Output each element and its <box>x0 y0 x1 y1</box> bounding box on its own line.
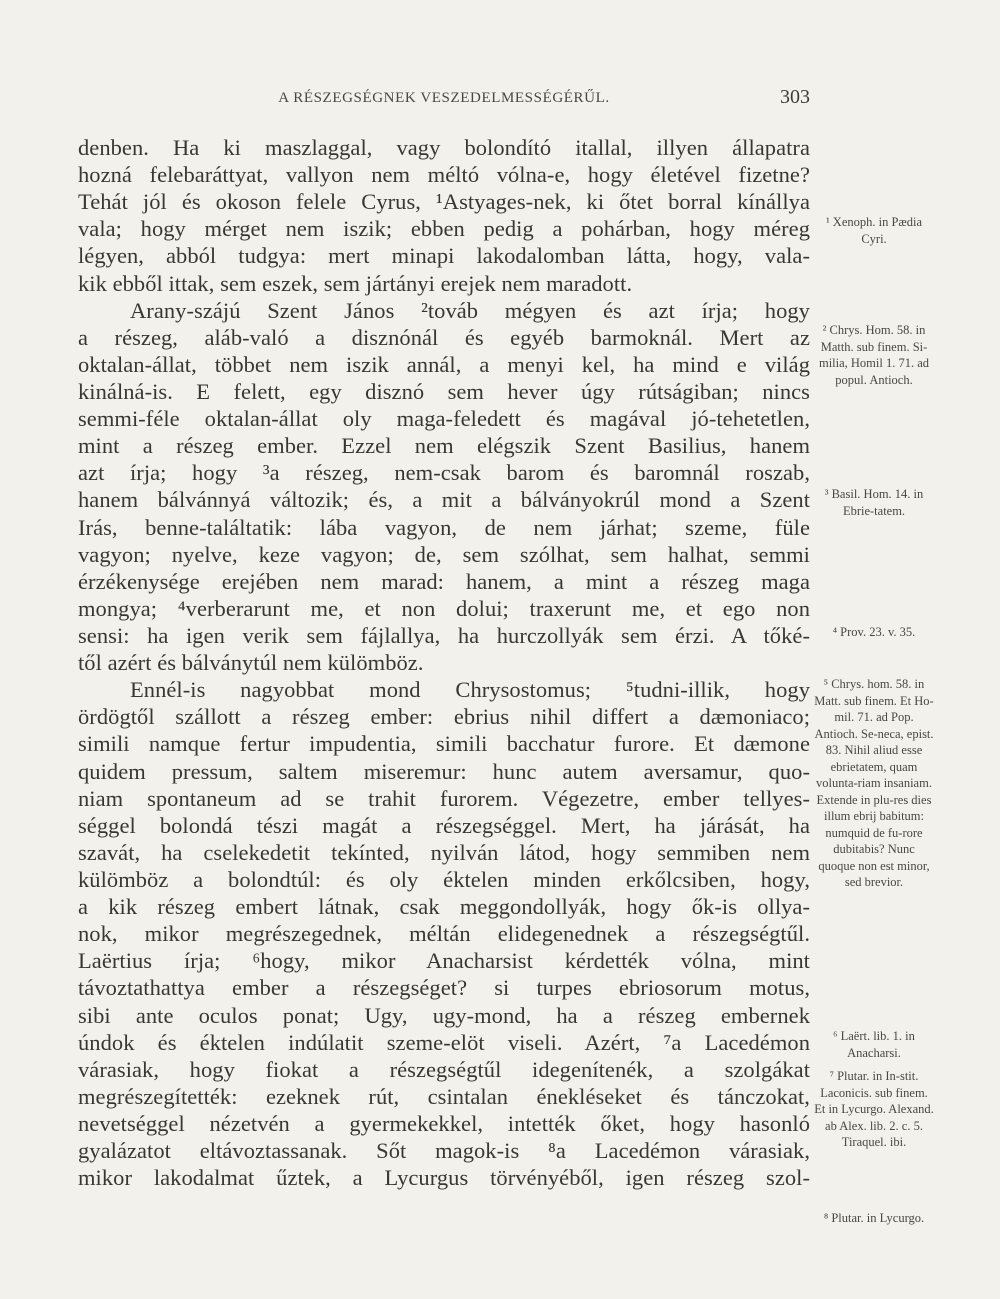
text-line: mikor lakodalmat űztek, a Lycurgus törvényéből, igen részeg szol- <box>78 1165 810 1191</box>
text-line: vagyon; nyelve, keze vagyon; de, sem szólhat, sem halhat, semmi <box>78 541 810 567</box>
text-line: Laërtius írja; ⁶hogy, mikor Anacharsist kérdették vólna, mint <box>78 948 810 974</box>
margin-note: ⁴ Prov. 23. v. 35. <box>832 625 916 639</box>
margin-note: ⁶ Laërt. lib. 1. in Anacharsi. <box>833 1029 915 1060</box>
text-line: megrészegítették: ezeknek rút, csintalan énekléseket és tánczokat, <box>78 1083 810 1109</box>
page-header <box>78 86 810 116</box>
main-text-column <box>78 134 810 1191</box>
margin-note: ⁸ Plutar. in Lycurgo. <box>823 1211 925 1225</box>
text-line: mongya; ⁴verberarunt me, et non dolui; traxerunt me, et ego non <box>78 595 810 621</box>
text-line: a kik részeg embert látnak, csak meggondollyák, hogy ők-is ollya- <box>78 894 810 920</box>
text-line: denben. Ha ki maszlaggal, vagy bolondító itallal, illyen állapatra <box>78 135 810 160</box>
text-line: semmi-féle oktalan-állat oly maga-feledett és magával jó-tehetetlen, <box>78 406 810 432</box>
text-line: hozná felebaráttyat, vallyon nem méltó vólna-e, hogy életével fizetne? <box>78 162 810 188</box>
text-line: Irás, benne-találtatik: lába vagyon, de nem járhat; szeme, füle <box>78 514 810 540</box>
text-line: nevetséggel nézetvén a gyermekekkel, intették őket, hogy hasonló <box>78 1110 810 1136</box>
text-line: várasiak, hogy fiokat a részegségtűl idegenítenék, a szolgákat <box>78 1056 810 1082</box>
text-line: ördögtől szállott a részeg ember: ebrius nihil differt a dæmoniaco; <box>78 704 810 730</box>
text-line: távoztathattya ember a részegséget? si turpes ebriosorum motus, <box>78 975 810 1001</box>
text-line: hanem bálvánnyá változik; és, a mit a bálványokrúl mond a Szent <box>78 487 810 513</box>
text-line: kinálná-is. E felett, egy disznó sem hever úgy rútságiban; nincs <box>78 378 810 404</box>
text-line: niam spontaneum ad se trahit furorem. Végezetre, ember tellyes- <box>78 785 810 811</box>
text-line: a részeg, aláb-való a disznónál és egyéb barmoknál. Mert az <box>78 324 810 350</box>
text-line: sensi: ha igen verik sem fájlallya, ha hurczollyák sem érzi. A tőké- <box>78 622 810 648</box>
margin-notes <box>814 0 934 1299</box>
text-line: quidem pressum, saltem miseremur: hunc autem aversamur, quo- <box>78 758 810 784</box>
text-line: érzékenysége erejében nem marad: hanem, a mint a részeg maga <box>78 568 810 594</box>
text-line: külömböz a bolondtúl: és oly éktelen minden erkőlcsiben, hogy, <box>78 866 810 892</box>
margin-note: ⁵ Chrys. hom. 58. in Matt. sub finem. Et Ho-mil. 71. ad Pop. Antioch. Se-neca, epist. 83. Nihil aliud esse ebrietatem, quam volunta-riam insaniam. Extende in plu-res dies illum ebrij babitum: numquid de fu-rore dubitabis? Nunc quoque non est minor, sed brevior. <box>814 677 934 889</box>
text-line: Tehát jól és okoson felele Cyrus, ¹Astyages-nek, ki őtet borral kínállya <box>78 189 810 215</box>
margin-note: ¹ Xenoph. in Pædia Cyri. <box>825 215 923 246</box>
text-line: séggel bolondá tészi magát a részegséggel. Mert, ha járását, ha <box>78 812 810 838</box>
text-line: simili namque fertur impudentia, simili bacchatur furore. Et dæmone <box>78 731 810 757</box>
margin-note: ⁷ Plutar. in In-stit. Laconicis. sub finem. Et in Lycurgo. Alexand. ab Alex. lib. 2. c. 5. Tiraquel. ibi. <box>814 1069 934 1149</box>
text-line: légyen, abból tudgya: mert minapi lakodalomban látta, hogy, vala- <box>78 243 810 269</box>
text-line: gyalázatot eltávoztassanak. Sőt magok-is ⁸a Lacedémon várasiak, <box>78 1138 810 1164</box>
text-line: mint a részeg ember. Ezzel nem elégszik Szent Basilius, hanem <box>78 433 810 459</box>
margin-note: ² Chrys. Hom. 58. in Matth. sub finem. Si-milia, Homil 1. 71. ad popul. Antioch. <box>818 323 930 387</box>
text-line: szavát, ha cselekedetit tekínted, nyilván látod, hogy semmiben nem <box>78 839 810 865</box>
text-line: Ennél-is nagyobbat mond Chrysostomus; ⁵tudni-illik, hogy <box>130 677 810 703</box>
page-number: 303 <box>780 86 810 108</box>
text-line: oktalan-állat, többet nem iszik annál, a menyi kel, ha mind e világ <box>78 351 810 377</box>
text-line: től azért és bálványtúl nem külömböz. <box>78 650 424 676</box>
text-line: azt írja; hogy ³a részeg, nem-csak barom és baromnál roszab, <box>78 460 810 486</box>
text-line: úndok és éktelen indúlatit szeme-elöt viseli. Azért, ⁷a Lacedémon <box>78 1029 810 1055</box>
text-line: nok, mikor megrészegednek, méltán elidegenednek a részegségtűl. <box>78 921 810 947</box>
text-line: kik ebből ittak, sem eszek, sem jártányi erejek nem maradott. <box>78 270 633 296</box>
margin-note: ³ Basil. Hom. 14. in Ebrie-tatem. <box>824 487 924 518</box>
text-line: Arany-szájú Szent János ²továb mégyen és azt írja; hogy <box>130 297 810 323</box>
text-line: vala; hogy mérget nem iszik; ebben pedig a pohárban, hogy méreg <box>78 216 810 242</box>
text-line: sibi ante oculos ponat; Ugy, ugy-mond, ha a részeg embernek <box>78 1002 810 1028</box>
running-head: A RÉSZEGSÉGNEK VESZEDELMESSÉGÉRŰL. <box>278 90 610 106</box>
